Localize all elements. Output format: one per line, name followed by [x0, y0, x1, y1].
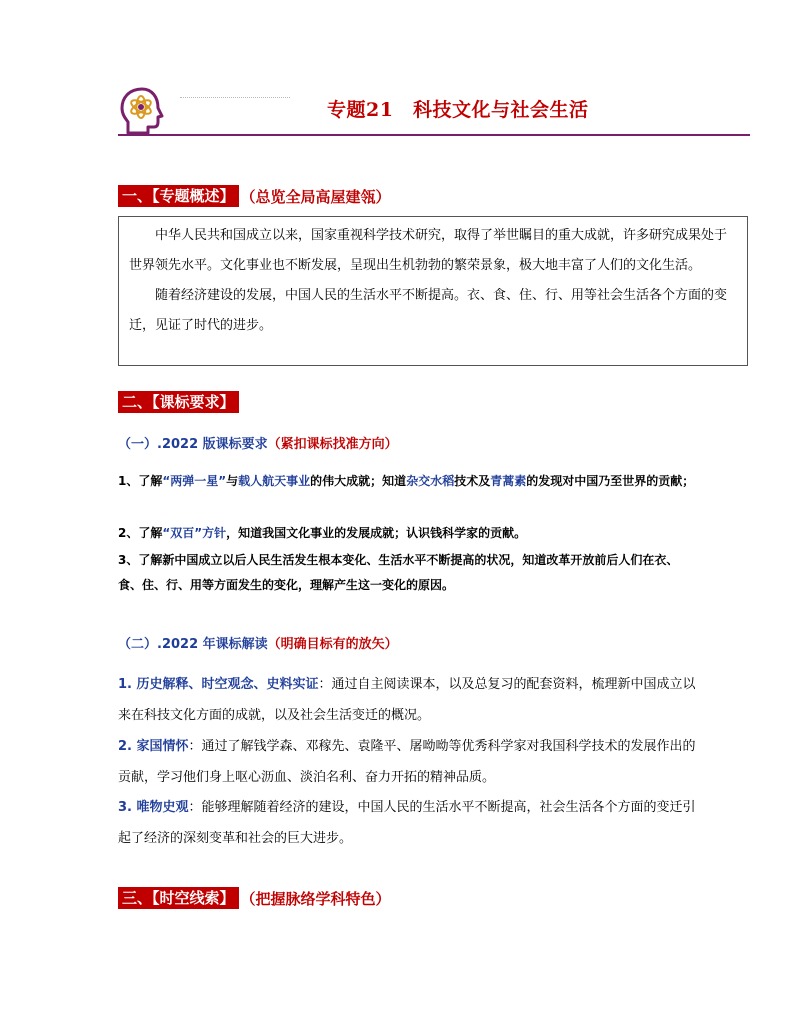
section-1-subtitle: （总览全局高屋建瓴） [240, 187, 391, 206]
req2-text-a: 2、了解 [118, 526, 163, 540]
interpretation-item-2 [118, 731, 698, 793]
req1-highlight-c: 杂交水稻 [406, 474, 455, 488]
subheading-standards-prefix: （一）.2022 版课标要求 [118, 437, 268, 452]
header-dotted-line [180, 97, 290, 98]
section-3-header [118, 887, 391, 909]
header-divider [118, 134, 750, 136]
req1-highlight-b: 载人航天事业 [238, 474, 311, 488]
section-3-label: 三、【时空线索】 [118, 887, 239, 909]
subheading-standards [118, 433, 398, 452]
section-1-header [118, 185, 391, 207]
section-3-subtitle: （把握脉络学科特色） [240, 889, 391, 908]
req2-highlight-a: “双百”方针 [162, 526, 227, 540]
section-2-label: 二、【课标要求】 [118, 391, 239, 413]
interpretation-1-text: ：通过自主阅读课本，以及总复习的配套资料，梳理新中国成立以来在科技文化方面的成就，以及社会生活变迁的概况。 [118, 677, 696, 723]
subheading-interpretation [118, 633, 398, 652]
req1-text-d: 技术及 [454, 474, 491, 488]
req1-highlight-a: “两弹一星” [162, 474, 227, 488]
requirement-item-2 [118, 521, 698, 546]
head-atom-logo [118, 86, 166, 136]
interpretation-item-3 [118, 792, 698, 854]
interpretation-3-text: ：能够理解随着经济的建设，中国人民的生活水平不断提高，社会生活各个方面的变迁引起了经济的深刻变革和社会的巨大进步。 [118, 800, 696, 846]
req1-highlight-d: 青蒿素 [490, 474, 527, 488]
req1-text-e: 的发现对中国乃至世界的贡献； [526, 474, 695, 488]
req1-text-c: 的伟大成就；知道 [310, 474, 407, 488]
page-title: 专题21 科技文化与社会生活 [327, 99, 589, 121]
interpretation-1-lead: 1. 历史解释、时空观念、史料实证 [118, 677, 319, 692]
section-2-header [118, 391, 239, 413]
subheading-interpretation-prefix: （二）.2022 年课标解读 [118, 637, 268, 652]
overview-paragraph-2: 随着经济建设的发展，中国人民的生活水平不断提高。衣、食、住、行、用等社会生活各个方面的变迁，见证了时代的进步。 [129, 288, 728, 333]
req2-text-b: ，知道我国文化事业的发展成就；认识钱科学家的贡献。 [226, 526, 527, 540]
interpretation-3-lead: 3. 唯物史观 [118, 800, 189, 815]
req1-text-b: 与 [226, 474, 239, 488]
requirement-item-1 [118, 469, 698, 494]
req1-text-a: 1、了解 [118, 474, 163, 488]
interpretation-item-1 [118, 669, 698, 731]
section-1-label: 一、【专题概述】 [118, 185, 239, 207]
interpretation-2-text: ：通过了解钱学森、邓稼先、袁隆平、屠呦呦等优秀科学家对我国科学技术的发展作出的贡献，学习他们身上呕心沥血、淡泊名利、奋力开拓的精神品质。 [118, 739, 696, 785]
subheading-standards-suffix: （紧扣课标找准方向） [267, 437, 398, 452]
subheading-interpretation-suffix: （明确目标有的放矢） [267, 637, 398, 652]
overview-box [118, 216, 748, 366]
overview-paragraph-1: 中华人民共和国成立以来，国家重视科学技术研究，取得了举世瞩目的重大成就，许多研究成果处于世界领先水平。文化事业也不断发展，呈现出生机勃勃的繁荣景象，极大地丰富了人们的文化生活。 [129, 228, 728, 273]
requirement-item-3: 3、了解新中国成立以后人民生活发生根本变化、生活水平不断提高的状况，知道改革开放前后人们在衣、食、住、行、用等方面发生的变化，理解产生这一变化的原因。 [118, 553, 679, 592]
interpretation-2-lead: 2. 家国情怀 [118, 739, 189, 754]
